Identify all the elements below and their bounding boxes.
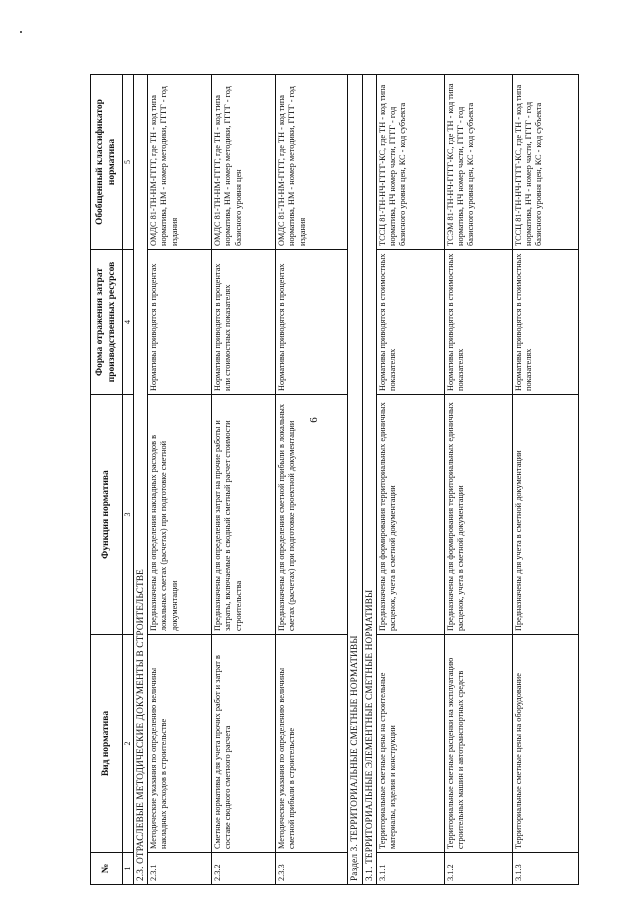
norm-function: Предназначены для формирования территориальных единичных расценок, учета в сметной документации	[444, 395, 512, 635]
header-num: №	[91, 853, 123, 885]
column-number: 4	[123, 250, 134, 395]
row-number: 2.3.2	[212, 853, 276, 885]
norm-classifier: ОМДС 81-ТН-НМ-ГГГГ, где ТН - код типа норматива, НМ - номер методики, ГГГГ - год базисного уровня цен	[212, 75, 276, 250]
header-classifier: Обобщенный классификатор норматива	[91, 75, 123, 250]
cost-form: Нормативы приводятся в стоимостных показателях	[376, 250, 444, 395]
norm-type: Методические указания по определению величины сметной прибыли в строительстве	[276, 635, 348, 853]
norm-type: Территориальные сметные расценки на эксплуатацию строительных машин и автотранспортных средств	[444, 635, 512, 853]
norm-function: Предназначены для учета в сметной документации	[512, 395, 578, 635]
table-row	[148, 75, 212, 885]
table-row	[512, 75, 578, 885]
row-number: 3.1.2	[444, 853, 512, 885]
row-number: 2.3.1	[148, 853, 212, 885]
cost-form: Нормативы приводятся в процентах	[148, 250, 212, 395]
norm-function: Предназначены для определения накладных расходов в локальных сметах (расчетах) при подготовке сметной документации	[148, 395, 212, 635]
norm-type: Методические указания по определению величины накладных расходов в строительстве	[148, 635, 212, 853]
norm-classifier: ТССЦ 81-ТН-НЧ-ГГГГ-КС, где ТН - код типа норматива, НЧ - номер части, ГГГГ - год базисного уровня цен, КС - код субъекта	[512, 75, 578, 250]
norm-type: Территориальные сметные цены на строительные материалы, изделия и конструкции	[376, 635, 444, 853]
section-title: Раздел 3. ТЕРРИТОРИАЛЬНЫЕ СМЕТНЫЕ НОРМАТИВЫ	[348, 75, 362, 885]
norm-function: Предназначены для определения сметной прибыли в локальных сметах (расчетах) при подготовке проектной документации	[276, 395, 348, 635]
row-number: 3.1.1	[376, 853, 444, 885]
column-number: 3	[123, 395, 134, 635]
cost-form: Нормативы приводятся в процентах	[276, 250, 348, 395]
table-row	[212, 75, 276, 885]
norm-classifier: ОМДС 81-ТН-НМ-ГГГГ, где ТН - код типа норматива, НМ - номер методики, ГГГГ - год издания	[276, 75, 348, 250]
row-number: 2.3.3	[276, 853, 348, 885]
column-number: 5	[123, 75, 134, 250]
norm-type: Территориальные сметные цены на оборудование	[512, 635, 578, 853]
header-function: Функция норматива	[91, 395, 123, 635]
row-number: 3.1.3	[512, 853, 578, 885]
section-row	[134, 75, 148, 885]
norms-table	[90, 74, 579, 885]
norm-classifier: ОМДС 81-ТН-НМ-ГГГГ, где ТН - код типа норматива, НМ - номер методики, ГГГГ - год издания	[148, 75, 212, 250]
column-number-row	[123, 75, 134, 885]
page-number: 6	[307, 417, 320, 423]
header-form: Форма отражения затрат производственных ресурсов	[91, 250, 123, 395]
header-type: Вид норматива	[91, 635, 123, 853]
cost-form: Нормативы приводятся в процентах или стоимостных показателях	[212, 250, 276, 395]
section-row	[348, 75, 362, 885]
section-title: 2.3. ОТРАСЛЕВЫЕ МЕТОДИЧЕСКИЕ ДОКУМЕНТЫ В СТРОИТЕЛЬСТВЕ	[134, 75, 148, 885]
table-row	[276, 75, 348, 885]
column-number: 2	[123, 635, 134, 853]
norm-classifier: ТСЭМ 81-ТН-НЧ-ГГГГ-КС, где ТН - код типа норматива, НЧ номер части, ГГГГ - год базисного уровня цен, КС - код субъекта	[444, 75, 512, 250]
table-row	[376, 75, 444, 885]
norm-type: Сметные нормативы для учета прочих работ и затрат в составе сводного сметного расчета	[212, 635, 276, 853]
table-row	[444, 75, 512, 885]
header-row	[91, 75, 123, 885]
cost-form: Нормативы приводятся в стоимостных показателях	[512, 250, 578, 395]
norm-function: Предназначены для формирования территориальных единичных расценок, учета в сметной документации	[376, 395, 444, 635]
rotated-page	[90, 75, 544, 885]
norm-classifier: ТССЦ 81-ТН-НЧ-ГГГГ-КС, где ТН - код типа норматива, НЧ номер части, ГГГГ - год базисного уровня цен, КС - код субъекта	[376, 75, 444, 250]
norm-function: Предназначены для определения затрат на прочие работы и затраты, включаемые в сводный сметный расчет стоимости строительства	[212, 395, 276, 635]
section-row	[362, 75, 376, 885]
section-title: 3.1. ТЕРРИТОРИАЛЬНЫЕ ЭЛЕМЕНТНЫЕ СМЕТНЫЕ НОРМАТИВЫ	[362, 75, 376, 885]
cost-form: Нормативы приводятся в стоимостных показателях	[444, 250, 512, 395]
column-number: 1	[123, 853, 134, 885]
scan-speck	[20, 31, 22, 33]
